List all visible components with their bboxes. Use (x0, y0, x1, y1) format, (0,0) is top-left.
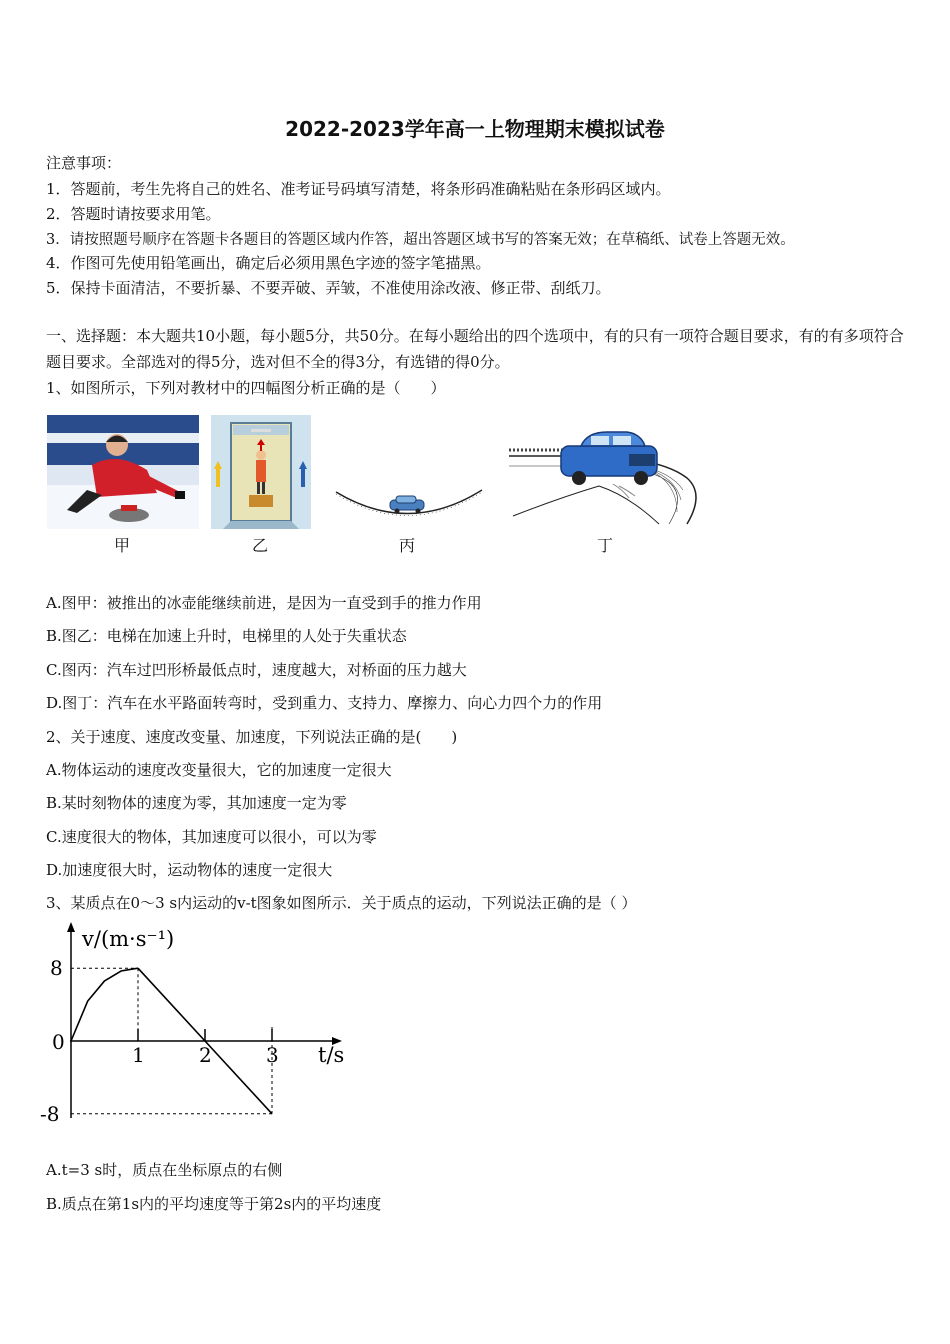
x-tick-label: 2 (199, 1043, 212, 1067)
notice-item: 5．保持卡面清洁，不要折暴、不要弄破、弄皱，不准使用涂改液、修正带、刮纸刀。 (46, 279, 611, 297)
q2-option-d: D.加速度很大时，运动物体的速度一定很大 (46, 861, 333, 879)
y-tick-label: 8 (50, 956, 63, 981)
x-axis-label: t/s (318, 1043, 345, 1067)
q1-option-b: B.图乙：电梯在加速上升时，电梯里的人处于失重状态 (46, 627, 407, 645)
y-axis-label: v/(m·s⁻¹) (82, 927, 175, 951)
q1-option-a: A.图甲：被推出的冰壶能继续前进，是因为一直受到手的推力作用 (46, 594, 482, 612)
q1-option-d: D.图丁：汽车在水平路面转弯时，受到重力、支持力、摩擦力、向心力四个力的作用 (46, 694, 603, 712)
notice-heading: 注意事项： (46, 154, 122, 172)
series-line (71, 968, 138, 1041)
notice-item: 4．作图可先使用铅笔画出，确定后必须用黑色字迹的签字笔描黑。 (46, 254, 491, 272)
car-turning-diagram (509, 428, 704, 528)
x-tick-label: 1 (132, 1043, 145, 1067)
x-tick-label: 3 (266, 1043, 279, 1067)
page-title: 2022-2023学年高一上物理期末模拟试卷 (285, 117, 665, 141)
section-instructions: 一、选择题：本大题共10小题，每小题5分，共50分。在每小题给出的四个选项中，有的只有一项符合题目要求，有的有多项符合题目要求。全部选对的得5分，选对但不全的得3分，有选错的得0分。 (46, 327, 904, 371)
q3-option-b: B.质点在第1s内的平均速度等于第2s内的平均速度 (46, 1195, 382, 1213)
concave-bridge-diagram (334, 480, 484, 522)
y-axis-arrow (67, 922, 75, 932)
q3-stem: 3、某质点在0～3 s内运动的v-t图象如图所示．关于质点的运动，下列说法正确的是（ ） (46, 894, 637, 912)
q2-option-b: B.某时刻物体的速度为零，其加速度一定为零 (46, 794, 347, 812)
origin-label: 0 (52, 1030, 65, 1054)
figure-label-yi: 乙 (252, 536, 269, 555)
q2-option-c: C.速度很大的物体，其加速度可以很小，可以为零 (46, 828, 377, 846)
notice-item: 2．答题时请按要求用笔。 (46, 205, 221, 223)
notice-item: 3．请按照题号顺序在答题卡各题目的答题区域内作答，超出答题区域书写的答案无效；在草稿纸、试卷上答题无效。 (46, 232, 795, 248)
notice-item: 1．答题前，考生先将自己的姓名、准考证号码填写清楚，将条形码准确粘贴在条形码区域内。 (46, 180, 671, 198)
figure-label-jia: 甲 (114, 536, 131, 555)
q2-stem: 2、关于速度、速度改变量、加速度，下列说法正确的是( ) (46, 728, 458, 746)
q1-stem: 1、如图所示，下列对教材中的四幅图分析正确的是（ ） (46, 379, 446, 397)
curling-photo (47, 415, 199, 529)
figure-label-bing: 丙 (399, 536, 416, 555)
figure-label-ding: 丁 (597, 536, 614, 555)
elevator-diagram (211, 415, 311, 529)
vt-chart (40, 918, 360, 1128)
q2-option-a: A.物体运动的速度改变量很大，它的加速度一定很大 (46, 761, 392, 779)
q1-option-c: C.图丙：汽车过凹形桥最低点时，速度越大，对桥面的压力越大 (46, 661, 467, 679)
q3-option-a: A.t=3 s时，质点在坐标原点的右侧 (46, 1161, 283, 1179)
y-tick-label: -8 (40, 1101, 60, 1126)
